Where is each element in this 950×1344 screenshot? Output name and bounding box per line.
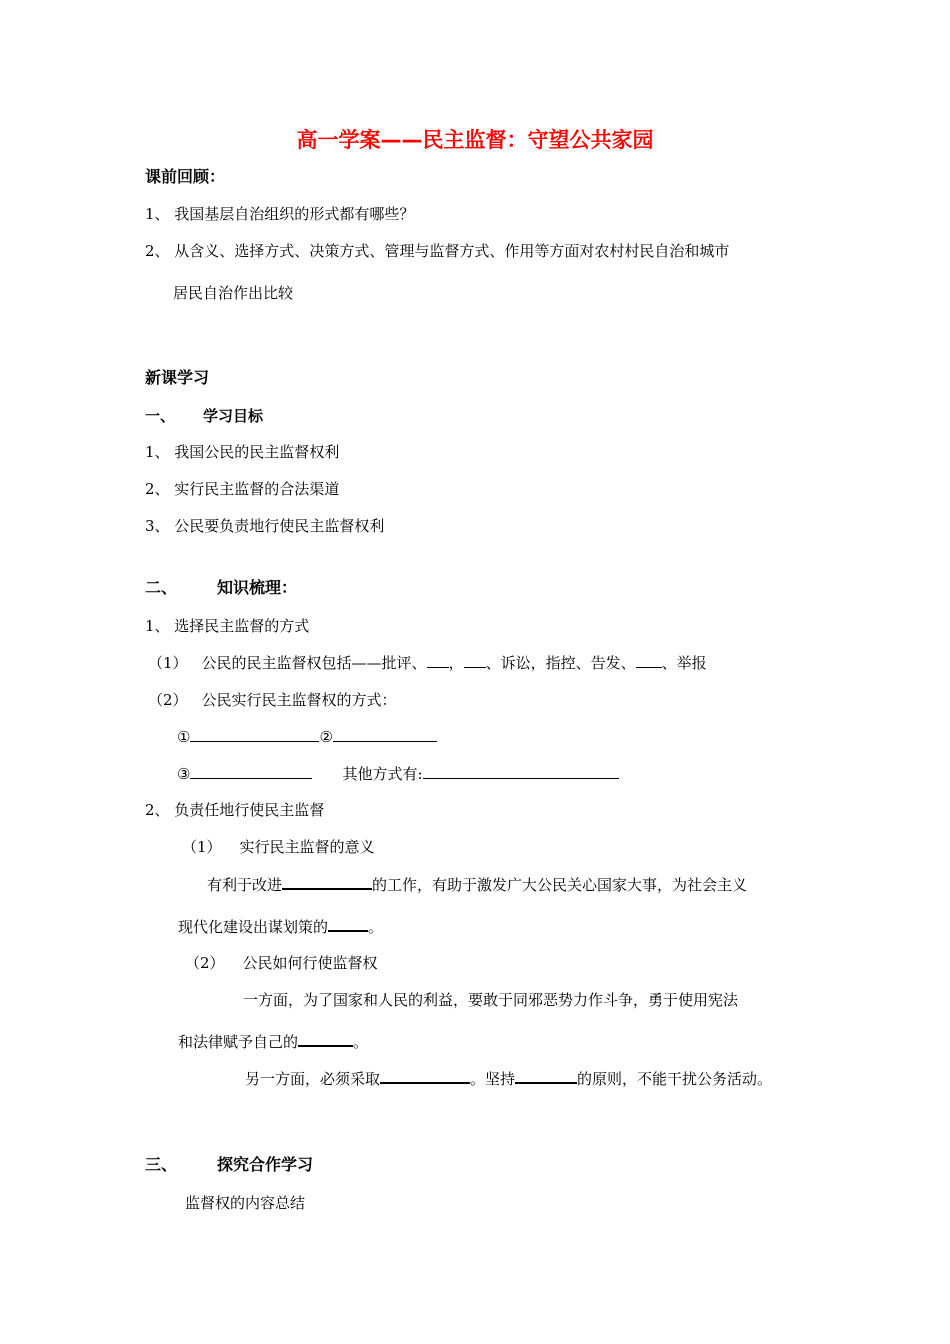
section-1-heading xyxy=(145,406,263,426)
knowledge-1-1 xyxy=(148,653,707,673)
goal-1: 1、 我国公民的民主监督权利 xyxy=(145,443,340,461)
practice-line-2 xyxy=(178,1031,368,1052)
item-number: （1） xyxy=(148,654,188,672)
review-question-1: 1、 我国基层自治组织的形式都有哪些？ xyxy=(145,205,415,223)
item-number: （2） xyxy=(148,691,188,709)
practice-line-1: 一方面，为了国家和人民的利益，要敢于同邪恶势力作斗争，勇于使用宪法 xyxy=(243,991,739,1009)
review-question-2-cont: 居民自治作出比较 xyxy=(173,284,294,302)
blank[interactable] xyxy=(636,653,662,668)
blank[interactable] xyxy=(328,916,368,932)
blank[interactable] xyxy=(282,874,372,890)
review-question-2: 2、 从含义、选择方式、决策方式、管理与监督方式、作用等方面对农村村民自治和城市 xyxy=(145,242,730,260)
blank[interactable] xyxy=(515,1068,577,1084)
circled-number: ③ xyxy=(177,765,191,783)
fill-text: 、诉讼，指控、告发、 xyxy=(485,654,636,672)
methods-line-1 xyxy=(177,727,437,747)
fill-text: 。坚持 xyxy=(470,1070,516,1088)
section-3-title: 探究合作学习 xyxy=(217,1155,314,1174)
page-title: 高一学案——民主监督：守望公共家园 xyxy=(296,128,654,152)
other-methods-label: 其他方式有: xyxy=(342,765,423,783)
section-3-number: 三、 xyxy=(145,1155,178,1174)
fill-text: 。 xyxy=(353,1033,369,1051)
item-text: 实行民主监督的意义 xyxy=(239,838,375,856)
knowledge-1-2 xyxy=(148,690,397,710)
fill-text: 公民的民主监督权包括——批评、 xyxy=(201,654,427,672)
item-text: 公民实行民主监督权的方式： xyxy=(201,691,397,709)
fill-text: 。 xyxy=(368,918,384,936)
section-2-number: 二、 xyxy=(145,578,178,597)
item-text: 公民如何行使监督权 xyxy=(242,954,378,972)
section-3-text: 监督权的内容总结 xyxy=(185,1194,306,1212)
knowledge-2: 2、 负责任地行使民主监督 xyxy=(145,801,325,819)
fill-text: 的工作，有助于激发广大公民关心国家大事，为社会主义 xyxy=(372,876,748,894)
fill-text: 、举报 xyxy=(661,654,707,672)
meaning-line-1 xyxy=(207,874,747,895)
knowledge-2-2 xyxy=(185,953,378,973)
blank[interactable] xyxy=(190,727,319,742)
knowledge-2-1 xyxy=(182,837,375,857)
fill-text: 有利于改进 xyxy=(207,876,283,894)
fill-text: 的原则，不能干扰公务活动。 xyxy=(577,1070,773,1088)
practice-line-3 xyxy=(245,1068,772,1089)
meaning-line-2 xyxy=(178,916,383,937)
fill-text: 现代化建设出谋划策的 xyxy=(178,918,329,936)
blank[interactable] xyxy=(423,764,619,779)
blank[interactable] xyxy=(427,653,449,668)
review-heading: 课前回顾： xyxy=(145,167,226,186)
circled-number: ② xyxy=(319,728,333,746)
section-1-number: 一、 xyxy=(145,407,176,425)
fill-text: ， xyxy=(448,654,464,672)
fill-text: 另一方面，必须采取 xyxy=(245,1070,381,1088)
section-2-heading xyxy=(145,578,297,598)
blank[interactable] xyxy=(380,1068,470,1084)
blank[interactable] xyxy=(190,764,312,779)
new-lesson-heading: 新课学习 xyxy=(145,368,210,387)
item-number: （2） xyxy=(185,954,225,972)
blank[interactable] xyxy=(464,653,486,668)
goal-2: 2、 实行民主监督的合法渠道 xyxy=(145,480,340,498)
fill-text: 和法律赋予自己的 xyxy=(178,1033,299,1051)
section-2-title: 知识梳理： xyxy=(217,578,298,597)
item-number: （1） xyxy=(182,838,222,856)
methods-line-2 xyxy=(177,764,619,784)
blank[interactable] xyxy=(333,727,437,742)
section-3-heading xyxy=(145,1155,313,1175)
knowledge-1: 1、 选择民主监督的方式 xyxy=(145,617,310,635)
blank[interactable] xyxy=(298,1031,353,1047)
circled-number: ① xyxy=(177,728,191,746)
section-1-title: 学习目标 xyxy=(203,407,264,425)
goal-3: 3、 公民要负责地行使民主监督权利 xyxy=(145,517,385,535)
